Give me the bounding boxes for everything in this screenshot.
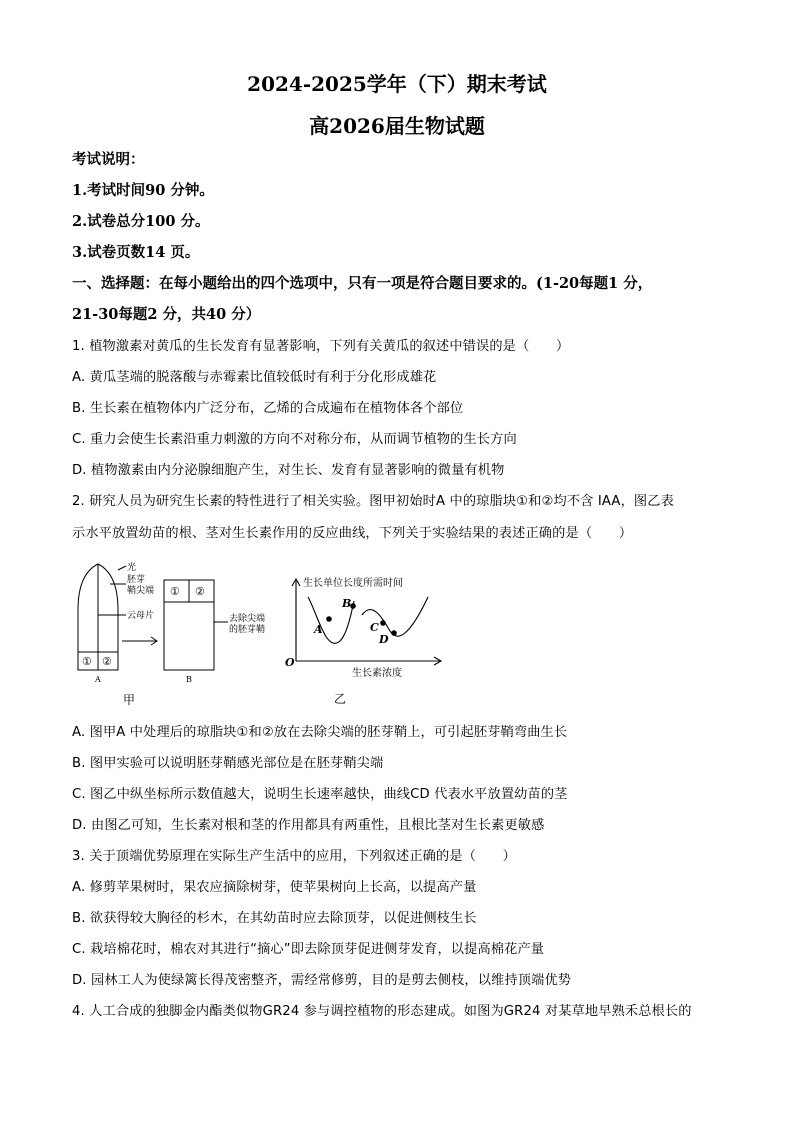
point-c	[380, 620, 386, 626]
q1-option-c: C. 重力会使生长素沿重力刺激的方向不对称分布，从而调节植物的生长方向	[72, 432, 517, 447]
q2-option-d: D. 由图乙可知，生长素对根和茎的作用都具有两重性，且根比茎对生长素更敏感	[72, 818, 545, 833]
q2-stem-cont: 示水平放置幼苗的根、茎对生长素作用的反应曲线，下列关于实验结果的表述正确的是（ ）	[72, 526, 633, 541]
y-axis-label: 生长单位长度所需时间	[303, 578, 403, 589]
q2-option-c: C. 图乙中纵坐标所示数值越大，说明生长速率越快，曲线CD 代表水平放置幼苗的茎	[72, 787, 568, 802]
q2-stem: 2. 研究人员为研究生长素的特性进行了相关实验。图甲初始时A 中的琼脂块①和②均不含 IAA，图乙表	[72, 494, 674, 509]
q3-stem: 3. 关于顶端优势原理在实际生产生活中的应用，下列叙述正确的是（ ）	[72, 849, 517, 864]
label-point-c: C	[370, 621, 379, 634]
q3-option-a: A. 修剪苹果树时，果农应摘除树芽，使苹果树向上长高，以提高产量	[72, 880, 477, 895]
label-point-d: D	[379, 633, 389, 646]
figure-jia	[68, 560, 268, 710]
label-point-b: B	[342, 597, 352, 610]
section-heading-cont: 21-30每题2 分，共40 分）	[72, 306, 261, 323]
exam-subtitle: 高2026届生物试题	[309, 114, 485, 138]
notes-heading: 考试说明：	[72, 151, 145, 168]
label-a: A	[95, 675, 101, 684]
block-2-b: ②	[195, 585, 205, 598]
label-tip-2: 鞘尖端	[127, 586, 155, 596]
note-item: 3.试卷页数14 页。	[72, 244, 200, 261]
decapitated-coleoptile	[164, 602, 214, 670]
exam-title: 2024-2025学年（下）期末考试	[247, 72, 547, 96]
q4-stem: 4. 人工合成的独脚金内酯类似物GR24 参与调控植物的形态建成。如图为GR24 对某草地早熟禾总根长的	[72, 1004, 692, 1019]
label-decap-2: 的胚芽鞘	[229, 625, 266, 635]
origin-label: O	[285, 656, 295, 669]
block-1-b: ①	[170, 585, 180, 598]
q1-stem: 1. 植物激素对黄瓜的生长发育有显著影响，下列有关黄瓜的叙述中错误的是（ ）	[72, 339, 570, 354]
point-d	[391, 630, 397, 636]
label-decap-1: 去除尖端	[229, 614, 266, 624]
label-mica: 云母片	[127, 611, 155, 621]
note-item: 2.试卷总分100 分。	[72, 213, 210, 230]
caption-yi: 乙	[334, 692, 347, 706]
q3-option-c: C. 栽培棉花时，棉农对其进行“摘心”即去除顶芽促进侧芽发育，以提高棉花产量	[72, 942, 545, 957]
q3-option-d: D. 园林工人为使绿篱长得茂密整齐，需经常修剪，目的是剪去侧枝，以维持顶端优势	[72, 973, 572, 988]
label-tip-1: 胚芽	[127, 575, 146, 585]
label-b: B	[186, 675, 192, 684]
q3-option-b: B. 欲获得较大胸径的杉木，在其幼苗时应去除顶芽，以促进侧枝生长	[72, 911, 477, 926]
point-a	[326, 616, 332, 622]
block-2-a: ②	[102, 655, 112, 668]
x-axis-label: 生长素浓度	[352, 668, 402, 679]
q2-option-a: A. 图甲A 中处理后的琼脂块①和②放在去除尖端的胚芽鞘上，可引起胚芽鞘弯曲生长	[72, 725, 568, 740]
q1-option-a: A. 黄瓜茎端的脱落酸与赤霉素比值较低时有利于分化形成雄花	[72, 370, 437, 385]
q2-option-b: B. 图甲实验可以说明胚芽鞘感光部位是在胚芽鞘尖端	[72, 756, 384, 771]
figure-yi	[280, 575, 450, 710]
note-item: 1.考试时间90 分钟。	[72, 182, 214, 199]
q1-option-b: B. 生长素在植物体内广泛分布，乙烯的合成遍布在植物体各个部位	[72, 401, 464, 416]
section-heading: 一、选择题：在每小题给出的四个选项中，只有一项是符合题目要求的。(1-20每题1 分，	[72, 275, 653, 292]
label-point-a: A	[314, 623, 323, 636]
q1-option-d: D. 植物激素由内分泌腺细胞产生，对生长、发育有显著影响的微量有机物	[72, 463, 505, 478]
caption-jia: 甲	[123, 693, 136, 707]
block-1-a: ①	[82, 655, 92, 668]
label-light: 光	[127, 563, 137, 573]
